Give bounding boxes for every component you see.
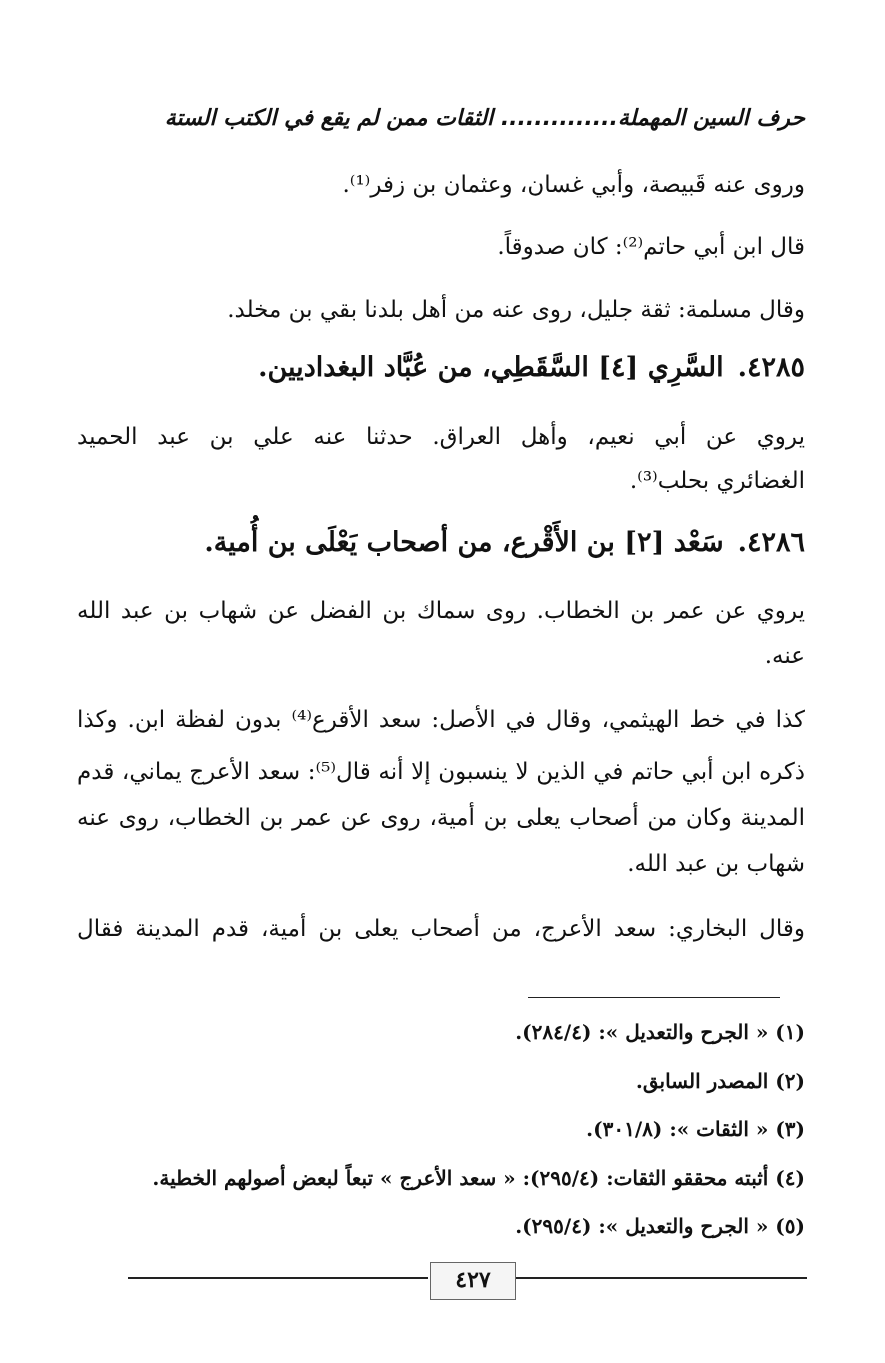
entry-heading-4285	[77, 352, 805, 383]
footnote-4: (٤) أثبته محققو الثقات: (٢٩٥/٤): « سعد الأعرج » تبعاً لبعض أصولهم الخطية.	[152, 1166, 805, 1190]
text-line: شهاب بن عبد الله.	[627, 851, 805, 877]
entry-number: ٤٢٨٥.	[737, 352, 805, 383]
entry-title: سَعْد [٢] بن الأَقْرع، من أصحاب يَعْلَى بن أُمية.	[204, 527, 724, 558]
text-line: قال ابن أبي حاتم⁽²⁾: كان صدوقاً.	[497, 234, 805, 260]
text-line: عنه.	[764, 643, 805, 669]
footnote-1: (١) « الجرح والتعديل »: (٢٨٤/٤).	[515, 1020, 805, 1044]
footnote-3: (٣) « الثقات »: (٣٠١/٨).	[586, 1117, 805, 1141]
footnote-separator	[528, 997, 780, 998]
entry-number: ٤٢٨٦.	[737, 527, 805, 558]
text-line: وقال مسلمة: ثقة جليل، روى عنه من أهل بلدنا بقي بن مخلد.	[227, 297, 805, 323]
text-line: يروي عن أبي نعيم، وأهل العراق. حدثنا عنه علي بن عبد الحميد	[77, 424, 805, 450]
text-line: كذا في خط الهيثمي، وقال في الأصل: سعد الأقرع⁽⁴⁾ بدون لفظة ابن. وكذا	[77, 707, 805, 733]
text-line: ذكره ابن أبي حاتم في الذين لا ينسبون إلا أنه قال⁽⁵⁾: سعد الأعرج يماني، قدم	[77, 759, 806, 785]
text-line: المدينة وكان من أصحاب يعلى بن أمية، روى عن عمر بن الخطاب، روى عنه	[77, 805, 806, 831]
text-line: وروى عنه قَبيصة، وأبي غسان، وعثمان بن زفر⁽¹⁾.	[342, 172, 805, 198]
footnote-5: (٥) « الجرح والتعديل »: (٢٩٥/٤).	[515, 1214, 805, 1238]
text-line: يروي عن عمر بن الخطاب. روى سماك بن الفضل عن شهاب بن عبد الله	[77, 598, 805, 624]
text-line: وقال البخاري: سعد الأعرج، من أصحاب يعلى بن أمية، قدم المدينة فقال	[77, 916, 805, 942]
text-line: الغضائري بحلب⁽³⁾.	[629, 468, 805, 494]
entry-title: السَّرِي [٤] السَّقَطِي، من عُبَّاد البغداديين.	[258, 352, 724, 383]
footnote-2: (٢) المصدر السابق.	[635, 1069, 805, 1093]
page-number: ٤٢٧	[430, 1262, 516, 1300]
footer-rule-left	[128, 1277, 428, 1279]
entry-heading-4286	[77, 527, 805, 558]
footer-rule-right	[515, 1277, 807, 1279]
running-head: حرف السين المهملة.............. الثقات ممن لم يقع في الكتب الستة	[164, 106, 805, 131]
